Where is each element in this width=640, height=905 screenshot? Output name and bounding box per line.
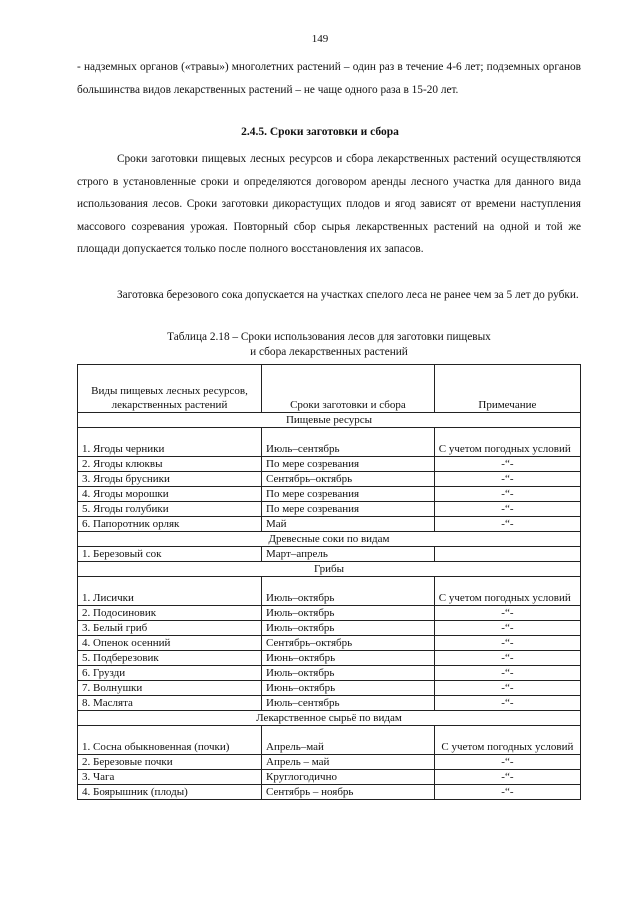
table-row xyxy=(78,785,581,800)
period-cell: Июль–октябрь xyxy=(262,606,435,621)
table-row xyxy=(78,681,581,696)
column-header: Примечание xyxy=(434,365,580,413)
table-row xyxy=(78,651,581,666)
table-row xyxy=(78,547,581,562)
note-cell: -“- xyxy=(434,785,580,800)
period-cell: Сентябрь–октябрь xyxy=(262,472,435,487)
note-cell: С учетом погодных условий xyxy=(434,428,580,457)
resource-cell: 7. Волнушки xyxy=(78,681,262,696)
section-row xyxy=(78,711,581,726)
section-title: Пищевые ресурсы xyxy=(78,413,581,428)
table-row xyxy=(78,636,581,651)
period-cell: Июнь–октябрь xyxy=(262,651,435,666)
note-cell: -“- xyxy=(434,621,580,636)
resource-cell: 4. Боярышник (плоды) xyxy=(78,785,262,800)
note-cell: С учетом погодных условий xyxy=(434,577,580,606)
note-cell: -“- xyxy=(434,666,580,681)
resource-cell: 1. Ягоды черники xyxy=(78,428,262,457)
table-row xyxy=(78,696,581,711)
resource-cell: 4. Опенок осенний xyxy=(78,636,262,651)
period-cell: Апрель–май xyxy=(262,726,435,755)
resource-cell: 2. Ягоды клюквы xyxy=(78,457,262,472)
note-cell: -“- xyxy=(434,681,580,696)
section-title: Грибы xyxy=(78,562,581,577)
note-cell: С учетом погодных условий xyxy=(434,726,580,755)
period-cell: Апрель – май xyxy=(262,755,435,770)
table-row xyxy=(78,755,581,770)
resource-cell: 3. Чага xyxy=(78,770,262,785)
resource-cell: 6. Грузди xyxy=(78,666,262,681)
note-cell: -“- xyxy=(434,502,580,517)
resource-cell: 1. Березовый сок xyxy=(78,547,262,562)
period-cell: Июль–октябрь xyxy=(262,621,435,636)
table-row xyxy=(78,770,581,785)
period-cell: Июль–сентябрь xyxy=(262,696,435,711)
note-cell: -“- xyxy=(434,487,580,502)
resource-cell: 6. Папоротник орляк xyxy=(78,517,262,532)
period-cell: Сентябрь – ноябрь xyxy=(262,785,435,800)
column-header: Виды пищевых лесных ресурсов, лекарственных растений xyxy=(78,365,262,413)
note-cell: -“- xyxy=(434,770,580,785)
section-title: Древесные соки по видам xyxy=(78,532,581,547)
table-row xyxy=(78,621,581,636)
resource-cell: 4. Ягоды морошки xyxy=(78,487,262,502)
paragraph-2: Сроки заготовки пищевых лесных ресурсов и сбора лекарственных растений осуществляются строго в установленные сроки и определяются договором аренды лесного участка для данного вида использования лесов. Сроки заготовки дикорастущих плодов и ягод зависят от времени наступления массового созревания урожая. Повторный сбор сырья лекарственных растений на одной и той же площади допускается только после полного восстановления их запасов. xyxy=(77,153,581,255)
period-cell: Июль–сентябрь xyxy=(262,428,435,457)
table-row xyxy=(78,517,581,532)
section-title: Лекарственное сырьё по видам xyxy=(78,711,581,726)
note-cell: -“- xyxy=(434,606,580,621)
period-cell: Круглогодично xyxy=(262,770,435,785)
note-cell: -“- xyxy=(434,651,580,666)
resource-cell: 3. Ягоды брусники xyxy=(78,472,262,487)
section-row xyxy=(78,413,581,428)
harvest-periods-table xyxy=(77,364,581,800)
note-cell: -“- xyxy=(434,457,580,472)
table-caption-line-2: и сбора лекарственных растений xyxy=(250,345,408,358)
note-cell: -“- xyxy=(434,517,580,532)
period-cell: Сентябрь–октябрь xyxy=(262,636,435,651)
resource-cell: 5. Подберезовик xyxy=(78,651,262,666)
section-heading: 2.4.5. Сроки заготовки и сбора xyxy=(241,126,399,138)
period-cell: Март–апрель xyxy=(262,547,435,562)
paragraph-3: Заготовка березового сока допускается на участках спелого леса не ранее чем за 5 лет до рубки. xyxy=(117,289,579,301)
period-cell: По мере созревания xyxy=(262,487,435,502)
note-cell: -“- xyxy=(434,472,580,487)
table-row xyxy=(78,726,581,755)
paragraph-1: - надземных органов («травы») многолетних растений – один раз в течение 4-6 лет; подземных органов большинства видов лекарственных растений – не чаще одного раза в 15-20 лет. xyxy=(77,61,581,96)
table-row xyxy=(78,487,581,502)
table-row xyxy=(78,577,581,606)
note-cell: -“- xyxy=(434,755,580,770)
table-row xyxy=(78,472,581,487)
period-cell: По мере созревания xyxy=(262,502,435,517)
column-header: Сроки заготовки и сбора xyxy=(262,365,435,413)
period-cell: Июль–октябрь xyxy=(262,577,435,606)
section-row xyxy=(78,562,581,577)
period-cell: Июнь–октябрь xyxy=(262,681,435,696)
table-caption-line-1: Таблица 2.18 – Сроки использования лесов для заготовки пищевых xyxy=(167,331,491,343)
table-row xyxy=(78,606,581,621)
period-cell: По мере созревания xyxy=(262,457,435,472)
resource-cell: 8. Маслята xyxy=(78,696,262,711)
table-row xyxy=(78,502,581,517)
note-cell: -“- xyxy=(434,636,580,651)
resource-cell: 1. Лисички xyxy=(78,577,262,606)
period-cell: Июль–октябрь xyxy=(262,666,435,681)
resource-cell: 2. Березовые почки xyxy=(78,755,262,770)
section-row xyxy=(78,532,581,547)
table-caption xyxy=(77,330,581,359)
note-cell xyxy=(434,547,580,562)
resource-cell: 5. Ягоды голубики xyxy=(78,502,262,517)
period-cell: Май xyxy=(262,517,435,532)
table-row xyxy=(78,457,581,472)
table-header-row xyxy=(78,365,581,413)
page-number: 149 xyxy=(311,33,329,45)
table-row xyxy=(78,666,581,681)
resource-cell: 1. Сосна обыкновенная (почки) xyxy=(78,726,262,755)
table-row xyxy=(78,428,581,457)
resource-cell: 3. Белый гриб xyxy=(78,621,262,636)
resource-cell: 2. Подосиновик xyxy=(78,606,262,621)
note-cell: -“- xyxy=(434,696,580,711)
